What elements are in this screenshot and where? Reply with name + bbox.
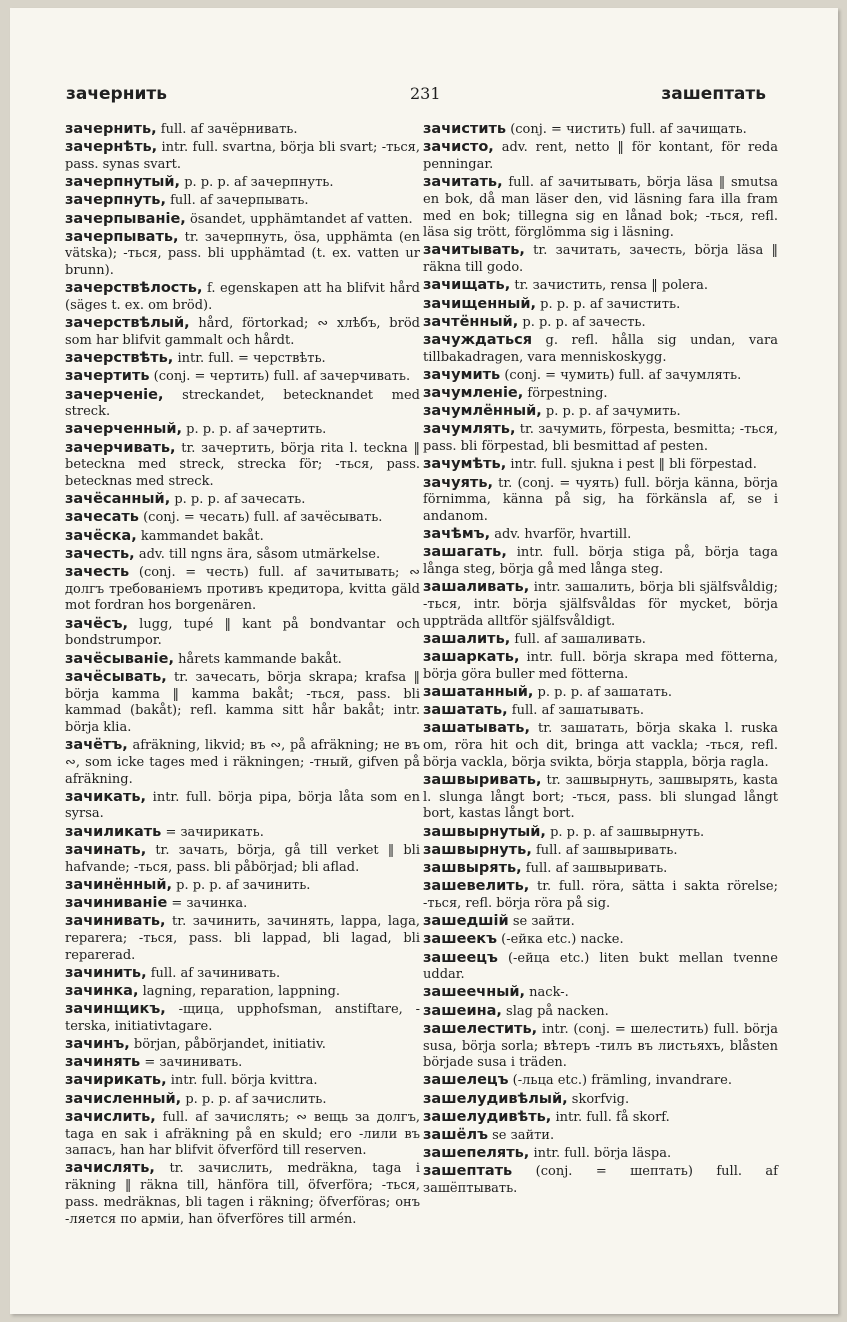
dictionary-entry bbox=[65, 616, 420, 650]
entry-headword: зачерствѣлость, bbox=[65, 280, 203, 297]
dictionary-entry bbox=[65, 651, 420, 669]
page-number: 231 bbox=[410, 84, 441, 103]
entry-definition: (conj. = чесать) full. af зачёсывать. bbox=[138, 510, 383, 526]
dictionary-entry bbox=[423, 720, 778, 771]
entry-definition: intr. full. svartna, börja bli svart; -ться, pass. synas svart. bbox=[65, 140, 420, 172]
entry-definition: intr. full. börja stiga på, börja taga långa steg, börja gå med långa steg. bbox=[423, 545, 778, 578]
entry-definition: se зайти. bbox=[487, 1128, 555, 1144]
entry-headword: зачиликать bbox=[65, 823, 162, 840]
entry-headword: зачуждаться bbox=[423, 331, 533, 348]
entry-headword: зачистить bbox=[423, 121, 507, 137]
entry-definition: p. p. p. af зачесть. bbox=[518, 314, 646, 330]
entry-headword: зачирикать, bbox=[65, 1072, 167, 1089]
dictionary-entry bbox=[423, 950, 778, 984]
entry-headword: зашеечный, bbox=[423, 984, 526, 1001]
entry-headword: зашеецъ bbox=[423, 949, 498, 966]
entry-headword: зачерствѣлый, bbox=[65, 315, 190, 332]
dictionary-entry bbox=[423, 403, 778, 421]
entry-definition: tr. зачитать, зачесть, börja läsa ‖ räkna till godo. bbox=[423, 243, 778, 276]
entry-definition: förpestning. bbox=[523, 386, 608, 402]
dictionary-entry bbox=[65, 192, 420, 210]
entry-definition: (-ейца etc.) liten bukt mellan tvenne uddar. bbox=[423, 950, 778, 983]
dictionary-entry bbox=[423, 1003, 778, 1021]
dictionary-entry bbox=[65, 895, 420, 913]
dictionary-entry bbox=[423, 649, 778, 683]
entry-headword: зашевелить, bbox=[423, 878, 530, 895]
dictionary-entry bbox=[65, 1072, 420, 1090]
entry-definition: kammandet bakåt. bbox=[136, 528, 264, 544]
entry-definition: p. p. p. af зашвырнуть. bbox=[545, 824, 705, 840]
entry-definition: (-льца etc.) främling, invandrare. bbox=[508, 1073, 732, 1089]
dictionary-entry bbox=[423, 842, 778, 860]
entry-headword: зачинённый, bbox=[65, 876, 172, 893]
entry-definition: p. p. p. af зачерпнуть. bbox=[180, 175, 334, 191]
entry-headword: зашелецъ bbox=[423, 1072, 509, 1089]
entry-headword: зашелудивѣть, bbox=[423, 1108, 552, 1125]
entry-headword: зачерчивать, bbox=[65, 439, 176, 456]
entry-headword: зачислять, bbox=[65, 1160, 155, 1177]
dictionary-entry bbox=[65, 280, 420, 314]
entry-definition: hård, förtorkad; ∾ хлѣбъ, bröd som har blifvit gammalt och hårdt. bbox=[65, 316, 420, 348]
entry-headword: зашатанный, bbox=[423, 684, 534, 700]
entry-definition: p. p. p. af зачесать. bbox=[170, 492, 306, 508]
dictionary-page bbox=[10, 8, 838, 1314]
dictionary-entry bbox=[423, 631, 778, 649]
dictionary-entry bbox=[423, 174, 778, 242]
dictionary-entry bbox=[423, 1127, 778, 1145]
entry-headword: зачерченіе, bbox=[65, 386, 164, 403]
right-running-headword: зашептать bbox=[661, 84, 766, 104]
entry-headword: зачитать, bbox=[423, 174, 503, 191]
dictionary-entry bbox=[423, 1109, 778, 1127]
entry-definition: (conj. = чистить) full. af зачищать. bbox=[506, 122, 747, 137]
entry-headword: зачищенный, bbox=[423, 295, 537, 312]
entry-definition: tr. зачерпнуть, ösa, upphämta (en vätska); -ться, pass. bli upphämtad (t. ex. vatten ur brunn). bbox=[65, 229, 420, 279]
entry-headword: зашаркать, bbox=[423, 649, 520, 666]
entry-definition: tr. зачумить, förpesta, besmitta; -ться, pass. bli förpestad, bli besmittad af pesten. bbox=[423, 422, 778, 455]
entry-definition: p. p. p. af зачинить. bbox=[172, 877, 311, 893]
right-column bbox=[423, 121, 778, 1198]
dictionary-entry bbox=[65, 913, 420, 964]
dictionary-entry bbox=[423, 544, 778, 578]
dictionary-entry bbox=[65, 737, 420, 788]
dictionary-entry bbox=[423, 772, 778, 823]
dictionary-entry bbox=[65, 669, 420, 737]
entry-headword: зашатать, bbox=[423, 702, 508, 719]
dictionary-entry bbox=[65, 1160, 420, 1228]
dictionary-entry bbox=[423, 684, 778, 702]
entry-headword: зачиниваніе bbox=[65, 894, 168, 911]
dictionary-entry bbox=[65, 368, 420, 386]
dictionary-entry bbox=[423, 475, 778, 526]
entry-headword: зачисто, bbox=[423, 139, 494, 156]
entry-headword: зашалить, bbox=[423, 630, 511, 647]
entry-headword: зашелестить, bbox=[423, 1020, 538, 1037]
entry-headword: зашвыривать, bbox=[423, 772, 542, 789]
entry-definition: (conj. = чертить) full. af зачерчивать. bbox=[149, 369, 411, 385]
entry-headword: зачумлять, bbox=[423, 421, 516, 438]
entry-definition: adv. till ngns ära, såsom utmärkelse. bbox=[134, 546, 381, 562]
entry-headword: зачѣмъ, bbox=[423, 526, 491, 543]
entry-definition: tr. (conj. = чуять) full. börja känna, börja förnimma, känna på sig, ha förkänsla af, se i andanom. bbox=[423, 475, 778, 524]
dictionary-entry bbox=[65, 789, 420, 823]
dictionary-entry bbox=[423, 242, 778, 276]
entry-headword: зачерпнутый, bbox=[65, 174, 181, 191]
entry-headword: зашедшій bbox=[423, 913, 509, 930]
dictionary-entry bbox=[423, 296, 778, 314]
entry-definition: -щица, upphofsman, anstiftare, -terska, initiativtagare. bbox=[65, 1002, 420, 1034]
entry-definition: nack-. bbox=[525, 985, 569, 1001]
entry-headword: зачёсывать, bbox=[65, 668, 167, 685]
entry-definition: hårets kammande bakåt. bbox=[174, 651, 342, 667]
dictionary-entry bbox=[65, 440, 420, 491]
dictionary-entry bbox=[423, 526, 778, 544]
dictionary-entry bbox=[423, 1145, 778, 1163]
entry-definition: ösandet, upphämtandet af vatten. bbox=[185, 211, 413, 227]
entry-headword: зачерпывать, bbox=[65, 228, 179, 245]
entry-definition: början, påbörjandet, initiativ. bbox=[129, 1037, 326, 1053]
entry-headword: зачесть bbox=[65, 564, 130, 581]
entry-headword: зачёсанный, bbox=[65, 491, 171, 508]
entry-definition: tr. зачертить, börja rita l. teckna ‖ beteckna med streck, strecka för; -ться, pass. betecknas med streck. bbox=[65, 440, 420, 490]
entry-headword: зашагать, bbox=[423, 544, 507, 561]
dictionary-entry bbox=[65, 211, 420, 229]
entry-definition: intr. full. börja läspa. bbox=[529, 1146, 672, 1162]
entry-definition: intr. full. börja kvittra. bbox=[166, 1073, 318, 1089]
entry-definition: se зайти. bbox=[508, 914, 575, 930]
entry-headword: зашаливать, bbox=[423, 579, 530, 596]
entry-definition: intr. зашалить, börja bli själfsvåldig; -ться, intr. börja själfsvåldas för mycket, börja uppträda alltför själfsvåldigt. bbox=[423, 580, 778, 629]
entry-definition: afräkning, likvid; въ ∾, på afräkning; не въ ∾, som icke tages med i räkningen; -тный, gifven på afräkning. bbox=[65, 738, 420, 787]
dictionary-entry bbox=[65, 229, 420, 280]
entry-headword: зачинивать, bbox=[65, 913, 166, 930]
dictionary-entry bbox=[423, 913, 778, 931]
entry-definition: tr. зачислить, medräkna, taga i räkning ‖ räkna till, hänföra till, öfverföra; -ться, pass. medräknas, bli tagen i räkning; öfverföras; онъ -ляется по арміи, han öfverföres till armén. bbox=[65, 1161, 420, 1227]
entry-headword: зачесть, bbox=[65, 545, 135, 562]
entry-definition: lagning, reparation, lappning. bbox=[138, 983, 341, 999]
entry-headword: зачернѣть, bbox=[65, 139, 158, 156]
entry-headword: зачинщикъ, bbox=[65, 1001, 166, 1018]
entry-headword: зашеина, bbox=[423, 1002, 502, 1019]
dictionary-entry bbox=[423, 332, 778, 366]
dictionary-entry bbox=[65, 350, 420, 368]
dictionary-entry bbox=[65, 1001, 420, 1035]
entry-headword: зачерченный, bbox=[65, 421, 182, 438]
dictionary-entry bbox=[65, 509, 420, 527]
dictionary-entry bbox=[65, 421, 420, 439]
entry-headword: зачислить, bbox=[65, 1108, 156, 1125]
entry-definition: tr. full. röra, sätta i sakta rörelse; -ться, refl. börja röra på sig. bbox=[423, 879, 778, 911]
entry-definition: tr. зачесать, börja skrapa; krafsa ‖ börja kamma ‖ kamma bakåt; -ться, pass. bli kammad (bakåt); refl. kamma sitt hår bakåt; intr. börja klia. bbox=[65, 669, 420, 735]
dictionary-entry bbox=[65, 1036, 420, 1054]
entry-headword: зашатывать, bbox=[423, 720, 530, 737]
entry-definition: tr. зашатать, börja skaka l. ruska om, röra hit och dit, bringa att vackla; -ться, refl. börja vackla, börja svikta, börja stappla, börja ragla. bbox=[423, 721, 778, 770]
dictionary-entry bbox=[65, 1091, 420, 1109]
entry-definition: full. af зашатывать. bbox=[507, 703, 644, 719]
entry-headword: зачумѣть, bbox=[423, 456, 507, 473]
entry-headword: зачинать, bbox=[65, 841, 147, 858]
dictionary-entry bbox=[65, 387, 420, 421]
entry-definition: tr. зашвырнуть, зашвырять, kasta l. slunga långt bort; -ться, pass. bli slungad långt bort, kastas långt bort. bbox=[423, 773, 778, 822]
dictionary-entry bbox=[423, 121, 778, 139]
entry-headword: зачерствѣть, bbox=[65, 350, 174, 367]
dictionary-entry bbox=[423, 385, 778, 403]
entry-definition: full. af зачёрнивать. bbox=[156, 122, 298, 137]
dictionary-entry bbox=[65, 121, 420, 139]
entry-headword: зачесать bbox=[65, 509, 139, 526]
entry-definition: skorfvig. bbox=[567, 1091, 630, 1107]
entry-definition: tr. зачистить, rensa ‖ polera. bbox=[510, 278, 708, 294]
entry-headword: зачищать, bbox=[423, 277, 511, 294]
entry-definition: p. p. p. af зачертить. bbox=[181, 422, 327, 438]
entry-headword: зашвырнуть, bbox=[423, 841, 532, 858]
entry-headword: зачитывать, bbox=[423, 242, 525, 259]
entry-definition: g. refl. hålla sig undan, vara tillbakadragen, vara menniskoskygg. bbox=[423, 332, 778, 365]
entry-headword: зачинъ, bbox=[65, 1036, 130, 1053]
entry-headword: зачётъ, bbox=[65, 737, 128, 754]
entry-definition: tr. зачинить, зачинять, lappa, laga, reparera; -ться, pass. bli lappad, bli lagad, bli reparerad. bbox=[65, 914, 420, 963]
entry-headword: зачуять, bbox=[423, 474, 494, 491]
dictionary-entry bbox=[65, 1109, 420, 1160]
entry-definition: p. p. p. af зачислить. bbox=[181, 1091, 327, 1107]
entry-headword: зачернить, bbox=[65, 121, 157, 137]
dictionary-entry bbox=[423, 984, 778, 1002]
entry-definition: intr. (conj. = шелестить) full. börja susa, börja sorla; вѣтеръ -тилъ въ листьяхъ, blåsten började susa i träden. bbox=[423, 1021, 778, 1071]
dictionary-entry bbox=[65, 824, 420, 842]
dictionary-entry bbox=[423, 824, 778, 842]
dictionary-entry bbox=[65, 139, 420, 173]
entry-headword: зачинка, bbox=[65, 982, 139, 999]
dictionary-entry bbox=[423, 421, 778, 455]
dictionary-entry bbox=[65, 174, 420, 192]
dictionary-entry bbox=[65, 315, 420, 349]
entry-headword: зашепелять, bbox=[423, 1145, 530, 1162]
entry-headword: зачерпнуть, bbox=[65, 192, 166, 209]
entry-definition: lugg, tupé ‖ kant på bondvantar och bondstrumpor. bbox=[65, 616, 420, 649]
entry-definition: (conj. = шептать) full. af зашёптывать. bbox=[423, 1164, 778, 1197]
entry-headword: зачумлённый, bbox=[423, 403, 542, 420]
dictionary-entry bbox=[65, 546, 420, 564]
entry-headword: зашвырять, bbox=[423, 860, 522, 877]
dictionary-entry bbox=[423, 456, 778, 474]
entry-headword: зачерпываніе, bbox=[65, 210, 186, 227]
entry-headword: зашвырнутый, bbox=[423, 823, 546, 840]
entry-definition: full. af зачитывать, börja läsa ‖ smutsa en bok, då man läser den, vid läsning fara illa fram med en bok; tillegna sig en lånad bok; -ться, refl. läsa sig trött, förglömma sig i läsning. bbox=[423, 175, 778, 241]
left-running-headword: зачернить bbox=[66, 84, 167, 104]
entry-definition: (-ейка etc.) nacke. bbox=[497, 932, 624, 948]
entry-definition: (conj. = честь) full. af зачитывать; ∾ долгъ требованіемъ противъ кредитора, kvitta gäld mot fordran hos borgenären. bbox=[65, 565, 420, 614]
dictionary-entry bbox=[65, 564, 420, 615]
entry-definition: = зачирикать. bbox=[161, 824, 264, 840]
dictionary-entry bbox=[423, 931, 778, 949]
entry-definition: full. af зачислять; ∾ вещь за долгъ, taga en sak i afräkning på en skuld; его -лили въ запасъ, han har blifvit öfverförd till reserven. bbox=[65, 1109, 420, 1159]
entry-headword: зашептать bbox=[423, 1163, 513, 1180]
dictionary-entry bbox=[423, 277, 778, 295]
entry-definition: intr. full. börja skrapa med fötterna, börja göra buller med fötterna. bbox=[423, 650, 778, 682]
dictionary-entry bbox=[65, 965, 420, 983]
dictionary-entry bbox=[423, 139, 778, 173]
entry-definition: slag på nacken. bbox=[501, 1003, 609, 1019]
entry-definition: tr. зачать, börja, gå till verket ‖ bli hafvande; -ться, pass. bli påbörjad; bli aflad. bbox=[65, 842, 420, 875]
dictionary-entry bbox=[423, 1072, 778, 1090]
entry-definition: intr. full. börja pipa, börja låta som en syrsa. bbox=[65, 789, 420, 822]
entry-definition: full. af зачерпывать. bbox=[165, 193, 309, 209]
entry-definition: intr. full. få skorf. bbox=[551, 1109, 670, 1125]
dictionary-entry bbox=[423, 702, 778, 720]
entry-headword: зачинить, bbox=[65, 964, 147, 981]
entry-headword: зачёска, bbox=[65, 527, 137, 544]
entry-definition: streckandet, betecknandet med streck. bbox=[65, 387, 420, 420]
entry-definition: (conj. = чумить) full. af зачумлять. bbox=[500, 367, 742, 383]
entry-definition: full. af зашаливать. bbox=[510, 631, 646, 647]
entry-definition: full. af зачинивать. bbox=[146, 965, 281, 981]
dictionary-entry bbox=[65, 1054, 420, 1072]
entry-definition: = зачинка. bbox=[167, 895, 248, 911]
dictionary-entry bbox=[423, 1091, 778, 1109]
entry-definition: intr. full. = черствѣть. bbox=[173, 351, 326, 367]
dictionary-entry bbox=[65, 528, 420, 546]
left-column bbox=[65, 121, 420, 1229]
entry-definition: adv. rent, netto ‖ för kontant, för reda penningar. bbox=[423, 140, 778, 172]
dictionary-entry bbox=[65, 491, 420, 509]
entry-headword: зачёсъ, bbox=[65, 615, 128, 632]
entry-headword: зачисленный, bbox=[65, 1090, 182, 1107]
entry-definition: full. af зашвыривать. bbox=[531, 842, 678, 858]
entry-definition: = зачинивать. bbox=[140, 1055, 243, 1071]
dictionary-entry bbox=[65, 842, 420, 876]
entry-headword: зачумленіе, bbox=[423, 385, 524, 402]
entry-headword: зачикать, bbox=[65, 788, 147, 805]
entry-definition: p. p. p. af зачумить. bbox=[541, 404, 681, 420]
dictionary-entry bbox=[65, 983, 420, 1001]
entry-definition: f. egenskapen att ha blifvit hård (säges t. ex. om bröd). bbox=[65, 281, 420, 314]
dictionary-entry bbox=[65, 877, 420, 895]
entry-headword: зачумить bbox=[423, 366, 501, 383]
dictionary-entry bbox=[423, 314, 778, 332]
entry-definition: p. p. p. af зашатать. bbox=[533, 685, 673, 700]
dictionary-entry bbox=[423, 367, 778, 385]
entry-headword: зачинять bbox=[65, 1054, 141, 1071]
entry-definition: intr. full. sjukna i pest ‖ bli förpestad. bbox=[506, 457, 757, 473]
entry-headword: зашелудивѣлый, bbox=[423, 1090, 568, 1107]
dictionary-entry bbox=[423, 1163, 778, 1197]
entry-headword: зачертить bbox=[65, 368, 150, 385]
dictionary-entry bbox=[423, 860, 778, 878]
entry-definition: p. p. p. af зачистить. bbox=[536, 296, 681, 312]
entry-definition: full. af зашвыривать. bbox=[521, 861, 668, 877]
entry-headword: зашеекъ bbox=[423, 931, 498, 948]
dictionary-entry bbox=[423, 579, 778, 630]
entry-definition: adv. hvarför, hvartill. bbox=[490, 527, 632, 543]
entry-headword: зачтённый, bbox=[423, 313, 519, 330]
dictionary-entry bbox=[423, 878, 778, 912]
entry-headword: зачёсываніе, bbox=[65, 650, 174, 667]
dictionary-entry bbox=[423, 1021, 778, 1072]
entry-headword: зашёлъ bbox=[423, 1127, 488, 1144]
